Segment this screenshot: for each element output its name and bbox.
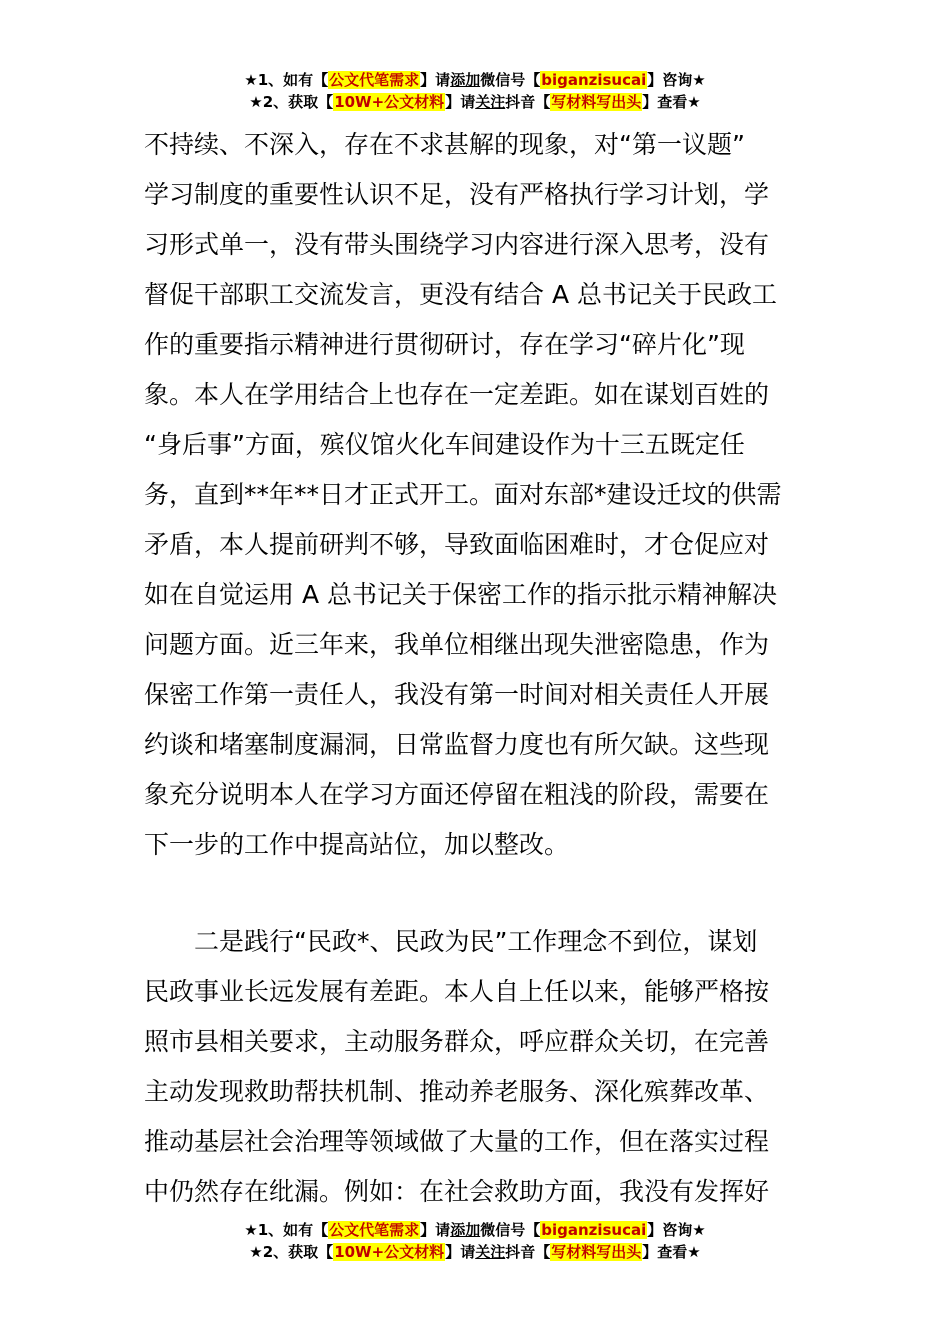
footer-banner (0, 1219, 950, 1263)
text-line: 推动基层社会治理等领域做了大量的工作，但在落实过程 (144, 1127, 770, 1156)
banner-highlight: 写材料写出头 (551, 93, 642, 111)
text-line: 如在自觉运用 A 总书记关于保密工作的指示批示精神解决 (144, 580, 777, 609)
banner-line-1 (0, 1219, 950, 1241)
text-line: 中仍然存在纰漏。例如：在社会救助方面，我没有发挥好 (144, 1177, 770, 1206)
banner-text: 】请 (420, 1221, 451, 1239)
banner-underlined: 添加 (450, 1221, 481, 1239)
text-line: 学习制度的重要性认识不足，没有严格执行学习计划，学 (144, 180, 770, 209)
text-line: 约谈和堵塞制度漏洞，日常监督力度也有所欠缺。这些现 (144, 730, 770, 759)
text-line: 务，直到**年**日才正式开工。面对东部*建设迁坟的供需 (144, 480, 782, 509)
banner-highlight: 10W+公文材料 (334, 1243, 445, 1261)
text-line: 象充分说明本人在学习方面还停留在粗浅的阶段，需要在 (144, 780, 770, 809)
banner-text: ★1、如有【 (244, 71, 329, 89)
banner-line-2 (0, 1241, 950, 1263)
text-line: 不持续、不深入，存在不求甚解的现象，对“第一议题” (144, 130, 745, 159)
text-line: 习形式单一，没有带头围绕学习内容进行深入思考，没有 (144, 230, 770, 259)
text-line: 督促干部职工交流发言，更没有结合 A 总书记关于民政工 (144, 280, 777, 309)
text-line: “身后事”方面，殡仪馆火化车间建设作为十三五既定任 (144, 430, 745, 459)
banner-text: 微信号【 (480, 1221, 541, 1239)
paragraph-2 (144, 917, 814, 1217)
text-line: 象。本人在学用结合上也存在一定差距。如在谋划百姓的 (144, 380, 770, 409)
banner-underlined: 关注 (475, 1243, 506, 1261)
banner-highlight: 10W+公文材料 (334, 93, 445, 111)
banner-text: 】请 (445, 1243, 476, 1261)
text-line: 二是践行“民政*、民政为民”工作理念不到位，谋划 (194, 927, 758, 956)
text-line: 问题方面。近三年来，我单位相继出现失泄密隐患，作为 (144, 630, 770, 659)
banner-text: 抖音【 (505, 93, 551, 111)
banner-text: ★2、获取【 (249, 93, 334, 111)
banner-highlight: biganzisucai (541, 1221, 647, 1239)
banner-highlight: 公文代笔需求 (329, 1221, 420, 1239)
banner-line-1 (0, 69, 950, 91)
text-line: 作的重要指示精神进行贯彻研讨，存在学习“碎片化”现 (144, 330, 745, 359)
banner-underlined: 添加 (450, 71, 481, 89)
header-banner (0, 69, 950, 113)
banner-highlight: 写材料写出头 (551, 1243, 642, 1261)
text-line: 照市县相关要求，主动服务群众，呼应群众关切，在完善 (144, 1027, 770, 1056)
banner-text: 】查看★ (642, 1243, 701, 1261)
banner-highlight: 公文代笔需求 (329, 71, 420, 89)
text-line: 矛盾，本人提前研判不够，导致面临困难时，才仓促应对 (144, 530, 770, 559)
banner-text: 】咨询★ (647, 71, 706, 89)
banner-text: 】请 (445, 93, 476, 111)
banner-text: 抖音【 (505, 1243, 551, 1261)
banner-text: ★1、如有【 (244, 1221, 329, 1239)
banner-text: 】查看★ (642, 93, 701, 111)
banner-line-2 (0, 91, 950, 113)
banner-text: 微信号【 (480, 71, 541, 89)
text-line: 保密工作第一责任人，我没有第一时间对相关责任人开展 (144, 680, 770, 709)
text-line: 民政事业长远发展有差距。本人自上任以来，能够严格按 (144, 977, 770, 1006)
banner-text: 】咨询★ (647, 1221, 706, 1239)
text-line: 主动发现救助帮扶机制、推动养老服务、深化殡葬改革、 (144, 1077, 770, 1106)
paragraph-1 (144, 120, 814, 870)
banner-highlight: biganzisucai (541, 71, 647, 89)
banner-text: 】请 (420, 71, 451, 89)
banner-text: ★2、获取【 (249, 1243, 334, 1261)
banner-underlined: 关注 (475, 93, 506, 111)
text-line: 下一步的工作中提高站位，加以整改。 (144, 830, 570, 859)
